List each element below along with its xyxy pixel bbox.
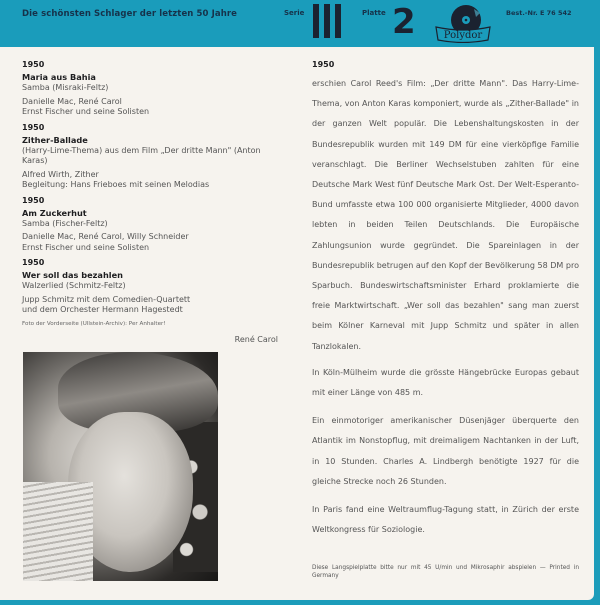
track-year: 1950 [22,122,45,132]
liner-notes-paragraph: Ein einmotoriger amerikanischer Düsenjäger überquerte den Atlantik im Nonstopflug, mit dreimaligem Nachtanken in der Luft, in 10 Stunden. Charles A. Lindbergh benötigte 1927 für die gleiche Strecke noch 26 Stunden. [312,416,579,486]
track-title: Am Zuckerhut [22,207,87,218]
playback-footnote: Diese Langspielplatte bitte nur mit 45 U/min und Mikrosaphir abspielen — Printed in Germany [312,565,579,579]
liner-notes [312,59,579,548]
track-item [22,122,284,191]
track-year: 1950 [22,195,45,205]
artist-line: Ernst Fischer und seine Solisten [22,242,150,252]
track-year: 1950 [22,258,45,267]
liner-notes-paragraph: In Paris fand eine Weltraumflug-Tagung statt, in Zürich der erste Weltkongress für Soziologie. [312,505,579,535]
track-list [22,59,284,344]
track-item [22,257,284,316]
photo-shirt [23,482,93,581]
track-title: Zither-Ballade [22,134,88,145]
liner-notes-paragraph: In Köln-Mülheim wurde die grösste Hängebrücke Europas gebaut mit einer Länge von 485 m. [312,367,579,398]
track-title: Maria aus Bahia [22,72,96,82]
track-genre: (Harry-Lime-Thema) aus dem Film „Der dritte Mann" (Anton Karas) [22,145,261,165]
artist-line: Begleitung: Hans Frieboes mit seinen Melodias [22,180,210,189]
serie-label: Serie [284,9,305,17]
artist-line: Jupp Schmitz mit dem Comedien-Quartett [22,294,191,304]
brand-name: Polydor [443,30,483,41]
polydor-logo-icon [428,3,498,43]
track-artists [22,295,284,316]
liner-notes-paragraph: erschien Carol Reed's Film: „Der dritte Mann". Das Harry-Lime-Thema, von Anton Karas komponiert, wurde als „Zither-Ballade" in der ganzen Welt populär. Die Lebenshaltungskosten in der Bundesrepublik wurden mit 149 DM für eine vierköpfige Familie veranschlagt. Die Berliner Wechselstuben zahlten für eine Deutsche Mark West fünf Deutsche Mark Ost. Der Welt-Esperanto-Bund umfasste etwa 100 000 organisierte Mitglieder, 4000 davon lebten in beiden Teilen Deutschlands. Die Europäische Zahlungsunion wurde gegründet. Die Spareinlagen in der Bundesrepublik betrugen auf den Kopf der Bevölkerung 58 DM pro Sparbuch. Bundeswirtschaftsminister Erhard proklamierte die freie Marktwirtschaft. „Wer soll das bezahlen" sang man zuerst beim Kölner Karneval mit Jupp Schmitz und später in allen Tanzlokalen. [312,79,579,351]
artist-line: Ernst Fischer und seine Solisten [22,107,150,116]
track-genre: Walzerlied (Schmitz-Feltz) [22,281,126,290]
track-genre: Samba (Fischer-Feltz) [22,218,108,228]
track-year: 1950 [22,60,45,69]
roman-bar [313,4,319,38]
header-band [0,0,600,47]
platte-number: 2 [392,2,416,42]
serie-number-iii [313,4,341,38]
track-artists [22,97,284,118]
track-item [22,195,284,254]
roman-bar [324,4,330,38]
platte-label: Platte [362,9,386,17]
photo-credit: Foto der Vorderseite (Ullstein-Archiv): Per Anhalter! [22,320,166,327]
catalog-number: Best.-Nr. E 76 542 [506,9,572,17]
track-item [22,59,284,118]
artist-line: Alfred Wirth, Zither [22,169,99,179]
liner-notes-year: 1950 [312,60,335,69]
artist-line: Danielle Mac, René Carol [22,96,122,106]
track-genre: Samba (Misraki-Feltz) [22,83,109,92]
photo-caption: René Carol [234,334,278,344]
series-title: Die schönsten Schlager der letzten 50 Jahre [22,9,238,19]
artist-line: und dem Orchester Hermann Hagestedt [22,305,183,314]
artist-portrait-photo [23,352,218,581]
artist-line: Danielle Mac, René Carol, Willy Schneider [22,232,189,241]
sleeve-paper [0,47,594,600]
track-artists [22,170,284,191]
track-artists [22,232,284,253]
roman-bar [335,4,341,38]
track-title: Wer soll das bezahlen [22,270,123,280]
